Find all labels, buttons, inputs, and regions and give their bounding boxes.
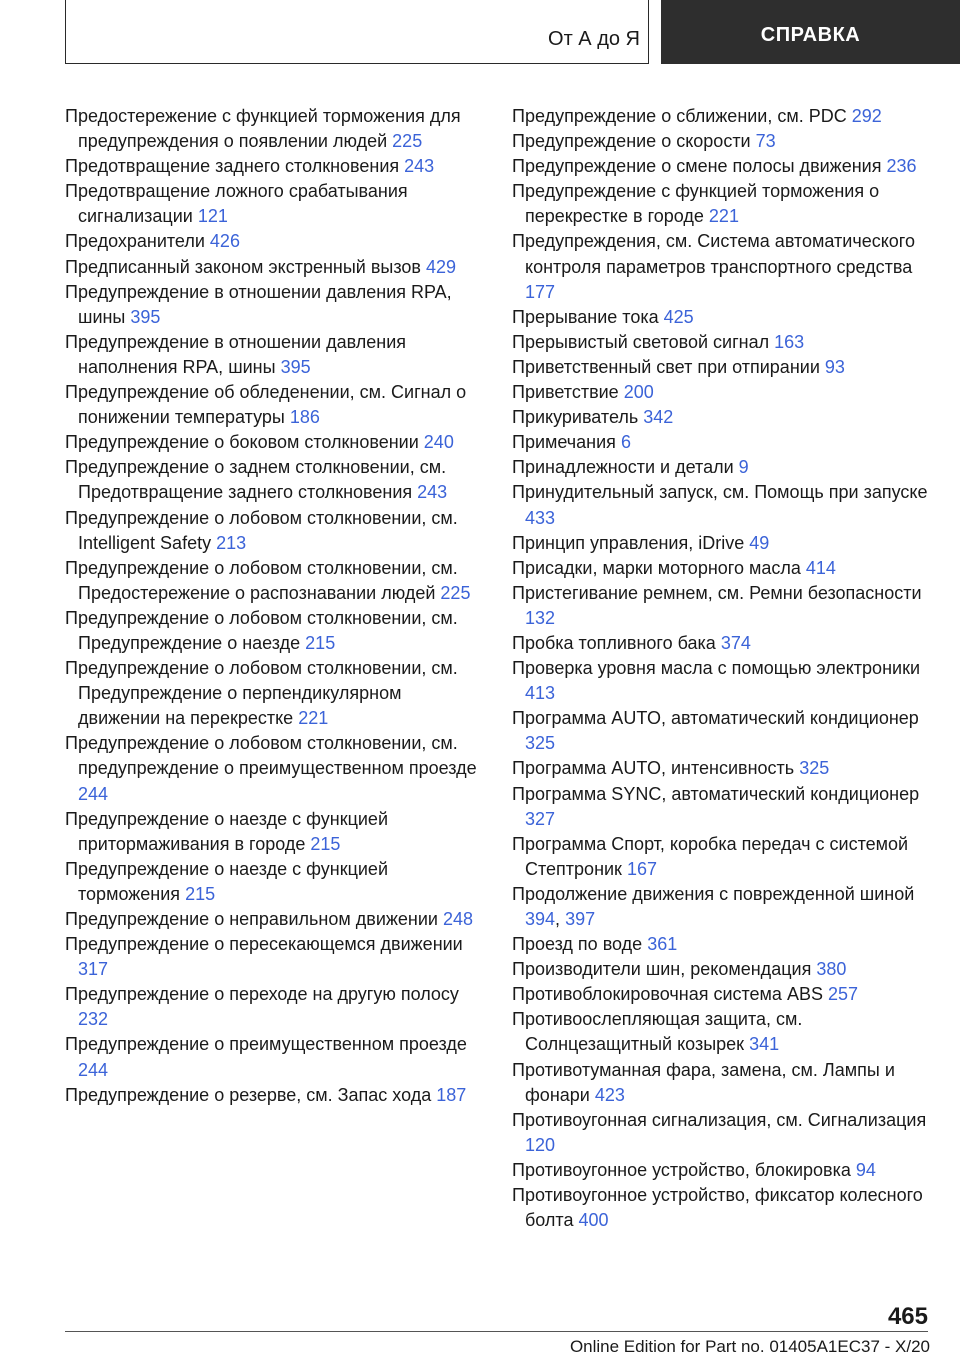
index-page-link[interactable]: 243: [417, 482, 448, 503]
index-entry: [512, 782, 932, 832]
index-entry: [512, 581, 932, 631]
index-column-left: [65, 104, 485, 1108]
index-entry-text: Программа Спорт, коробка передач с системой Стептроник: [512, 833, 909, 879]
index-entry: [512, 957, 932, 982]
index-entry-text: Предупреждение о наезде с функцией торможения: [65, 858, 388, 904]
index-entry: [512, 179, 932, 229]
index-page-link[interactable]: 395: [280, 356, 311, 377]
index-page-link[interactable]: 132: [525, 607, 556, 628]
index-entry: [65, 455, 485, 505]
index-entry-text: Программа SYNC, автоматический кондиционер: [512, 783, 920, 804]
index-entry-text: Предупреждение о скорости: [512, 131, 751, 152]
index-page-link[interactable]: 213: [216, 532, 247, 553]
index-entry: [512, 1158, 932, 1183]
index-entry-text: Противоблокировочная система ABS: [512, 984, 823, 1005]
page-number: 465: [887, 1303, 928, 1330]
index-entry: [512, 104, 932, 129]
index-entry: [512, 982, 932, 1007]
index-entry: [512, 932, 932, 957]
index-page-link[interactable]: 394: [525, 909, 556, 929]
index-entry: [65, 1083, 485, 1108]
index-page-link[interactable]: 73: [755, 131, 776, 152]
index-page-link[interactable]: 221: [298, 708, 329, 729]
index-entry: [512, 756, 932, 781]
index-entry-text: Проезд по воде: [512, 934, 643, 955]
index-page-link[interactable]: 414: [805, 557, 836, 578]
index-page-link[interactable]: 177: [525, 281, 556, 302]
index-entry-text: Предупреждение о преимущественном проезде: [65, 1034, 467, 1055]
index-entry-text: Прерывистый световой сигнал: [512, 331, 770, 352]
index-entry-text: Производители шин, рекомендация: [512, 959, 812, 980]
index-entry-text: Предупреждение об обледенении, см. Сигнал о понижении температуры: [65, 382, 467, 428]
index-entry-text: Пробка топливного бака: [512, 632, 716, 653]
index-entry: [512, 1058, 932, 1108]
index-entry: [512, 154, 932, 179]
index-page-link[interactable]: 167: [626, 858, 657, 879]
index-entry: [65, 380, 485, 430]
index-entry-text: Предупреждение с функцией торможения о перекрестке в городе: [512, 181, 880, 227]
index-entry-text: Программа AUTO, автоматический кондиционер: [512, 708, 919, 729]
index-entry-text: Принцип управления, iDrive: [512, 532, 745, 553]
index-entry-text: Предупреждение о смене полосы движения: [512, 156, 882, 177]
index-page-link[interactable]: 257: [827, 984, 859, 1005]
index-page-link[interactable]: 236: [886, 156, 917, 177]
header-section-label: От А до Я: [548, 28, 640, 50]
index-page-link[interactable]: 163: [774, 331, 805, 352]
index-entry-text: Предупреждение о наезде с функцией притормаживания в городе: [65, 808, 388, 854]
index-entry-text: Предотвращение ложного срабатывания сигнализации: [65, 181, 408, 227]
index-entry: [512, 556, 932, 581]
index-entry-text: Предупреждение о боковом столкновении: [65, 432, 419, 453]
index-entry-text: Противоугонное устройство, блокировка: [512, 1159, 851, 1180]
index-entry-text: Примечания: [512, 432, 616, 453]
index-page-link[interactable]: 6: [620, 432, 631, 453]
index-entry-text: Предупреждение о неправильном движении: [65, 909, 438, 929]
index-entry: [512, 1108, 932, 1158]
index-entry: [65, 556, 485, 606]
index-page-link[interactable]: 244: [78, 783, 109, 804]
index-page-link[interactable]: 94: [855, 1159, 876, 1180]
index-page-link[interactable]: 397: [565, 909, 596, 929]
index-entry-text: Предупреждение о лобовом столкновении, см. Предупреждение о перпендикулярном движении на перекрестке: [65, 658, 458, 729]
index-entry-text: Продолжение движения с поврежденной шиной: [512, 883, 915, 904]
index-entry-text: Предупреждение о лобовом столкновении, см. Предупреждение о наезде: [65, 607, 458, 653]
index-entry: [65, 606, 485, 656]
index-page-link[interactable]: 423: [594, 1084, 625, 1105]
index-entry-text: Противоугонное устройство, фиксатор колесного болта: [512, 1185, 923, 1231]
index-entry: [512, 656, 932, 706]
index-entry-text: Предупреждение о резерве, см. Запас хода: [65, 1084, 432, 1105]
index-entry-text: Предупреждение о переходе на другую полосу: [65, 984, 459, 1005]
index-entry-text: Приветственный свет при отпирании: [512, 356, 820, 377]
index-page-link[interactable]: 244: [78, 1059, 109, 1080]
index-entry-text: Предупреждение о заднем столкновении, см. Предотвращение заднего столкновения: [65, 457, 447, 503]
index-page-link[interactable]: 225: [392, 131, 423, 152]
index-page-link[interactable]: 225: [440, 582, 471, 603]
index-entry-text: Предписанный законом экстренный вызов: [65, 256, 421, 277]
index-page-link[interactable]: 342: [643, 407, 674, 428]
index-page-link[interactable]: 240: [423, 432, 454, 453]
index-entry-text: Предостережение с функцией торможения для предупреждения о появлении людей: [65, 106, 461, 152]
header-tab: СПРАВКА: [661, 0, 960, 64]
footer-edition-text: Online Edition for Part no. 01405A1EC37 - X/20: [569, 1337, 930, 1356]
index-entry: [512, 1007, 932, 1057]
index-entry: [512, 1183, 932, 1233]
index-entry-text: Принадлежности и детали: [512, 457, 734, 478]
index-entry: [65, 1032, 485, 1082]
index-page-link[interactable]: 215: [305, 632, 336, 653]
index-page-link[interactable]: 425: [663, 306, 694, 327]
index-entry: [65, 731, 485, 806]
index-entry: [512, 455, 932, 480]
index-page-link[interactable]: 215: [185, 883, 216, 904]
index-entry: [65, 255, 485, 280]
index-page-link[interactable]: 248: [443, 909, 474, 929]
index-page-link[interactable]: 325: [525, 733, 556, 754]
index-entry-text: Проверка уровня масла с помощью электроники: [512, 658, 920, 679]
index-entry-text: Предупреждение о пересекающемся движении: [65, 934, 463, 955]
index-entry: [65, 857, 485, 907]
index-entry-text: Предупреждение в отношении давления наполнения RPA, шины: [65, 331, 406, 377]
index-entry-text: Принудительный запуск, см. Помощь при запуске: [512, 482, 928, 503]
index-entry-text: Присадки, марки моторного масла: [512, 557, 801, 578]
index-entry-text: Приветствие: [512, 382, 619, 403]
index-entry: [512, 305, 932, 330]
index-entry: Продолжение движения с поврежденной шиной 394, 397: [512, 883, 915, 929]
index-entry: [512, 430, 932, 455]
index-page-link[interactable]: 93: [824, 356, 845, 377]
index-page-link[interactable]: 400: [578, 1210, 609, 1231]
index-entry: [512, 129, 932, 154]
index-entry: [65, 656, 485, 731]
index-page-link[interactable]: 327: [525, 808, 556, 829]
index-page-link[interactable]: 317: [78, 959, 109, 980]
index-entry-text: Программа AUTO, интенсивность: [512, 758, 795, 779]
index-page-link[interactable]: 374: [720, 632, 751, 653]
index-column-right: [512, 104, 932, 1233]
index-page-link[interactable]: 325: [799, 758, 830, 779]
index-entry: [65, 932, 485, 982]
index-entry-text: Предупреждение в отношении давления RPA, шины: [65, 281, 452, 327]
index-entry: [512, 480, 932, 530]
index-page-link[interactable]: 215: [310, 833, 341, 854]
index-entry-text: Предупреждение о лобовом столкновении, см. Intelligent Safety: [65, 507, 458, 553]
index-entry-text: Предупреждение о сближении, см. PDC: [512, 106, 847, 126]
index-entry: [512, 229, 932, 304]
index-entry-text: Прикуриватель: [512, 407, 639, 428]
index-entry-text: Прерывание тока: [512, 306, 659, 327]
index-entry: [65, 179, 485, 229]
index-entry: [512, 631, 932, 656]
index-page-link[interactable]: 426: [209, 231, 240, 252]
index-page-link[interactable]: 49: [749, 532, 770, 553]
index-entry: [512, 355, 932, 380]
index-page-link[interactable]: 243: [404, 156, 435, 177]
index-entry-text: Предохранители: [65, 231, 205, 252]
index-entry: [512, 706, 932, 756]
index-page-link[interactable]: 187: [436, 1084, 467, 1105]
index-entry-text: Пристегивание ремнем, см. Ремни безопасности: [512, 582, 922, 603]
index-entry: [512, 531, 932, 556]
index-entry: [65, 982, 485, 1032]
index-entry: [65, 907, 485, 932]
index-page-link[interactable]: 9: [738, 457, 749, 478]
index-entry: [65, 154, 485, 179]
index-entry: [65, 430, 485, 455]
index-entry: [512, 330, 932, 355]
index-entry-text: Предупреждение о лобовом столкновении, см. Предостережение о распознавании людей: [65, 557, 458, 603]
index-page-link[interactable]: 292: [851, 106, 882, 126]
index-entry: [65, 330, 485, 380]
index-entry: [512, 380, 932, 405]
index-entry-text: Предупреждения, см. Система автоматического контроля параметров транспортного средства: [512, 231, 915, 277]
index-page-link[interactable]: 120: [525, 1134, 556, 1155]
index-entry: [65, 104, 485, 154]
index-page-link[interactable]: 232: [78, 1009, 109, 1030]
index-page-link[interactable]: 429: [425, 256, 457, 277]
index-page-link[interactable]: 186: [289, 407, 320, 428]
index-entry-text: Предотвращение заднего столкновения: [65, 156, 400, 177]
index-page-link[interactable]: 361: [647, 934, 678, 955]
index-entry: [65, 506, 485, 556]
index-page-link[interactable]: 200: [623, 382, 654, 403]
index-page-link[interactable]: 413: [525, 683, 556, 704]
index-page-link[interactable]: 341: [749, 1034, 780, 1055]
footer-divider: [65, 1331, 928, 1332]
index-entry: [65, 807, 485, 857]
index-page-link[interactable]: 121: [197, 206, 228, 227]
index-page-link[interactable]: 395: [130, 306, 161, 327]
index-entry-text: Противоугонная сигнализация, см. Сигнализация: [512, 1109, 927, 1130]
index-entry: [512, 405, 932, 430]
index-page-link[interactable]: 380: [816, 959, 847, 980]
index-entry: [65, 280, 485, 330]
index-entry-text: Противоослепляющая защита, см. Солнцезащитный козырек: [512, 1009, 803, 1055]
index-entry: [65, 229, 485, 254]
index-page-link[interactable]: 433: [525, 507, 556, 528]
index-entry: [512, 832, 932, 882]
index-page-link[interactable]: 221: [708, 206, 739, 227]
index-entry-text: Предупреждение о лобовом столкновении, см. предупреждение о преимущественном проезде: [65, 733, 477, 779]
index-entry-text: Противотуманная фара, замена, см. Лампы и фонари: [512, 1059, 895, 1105]
